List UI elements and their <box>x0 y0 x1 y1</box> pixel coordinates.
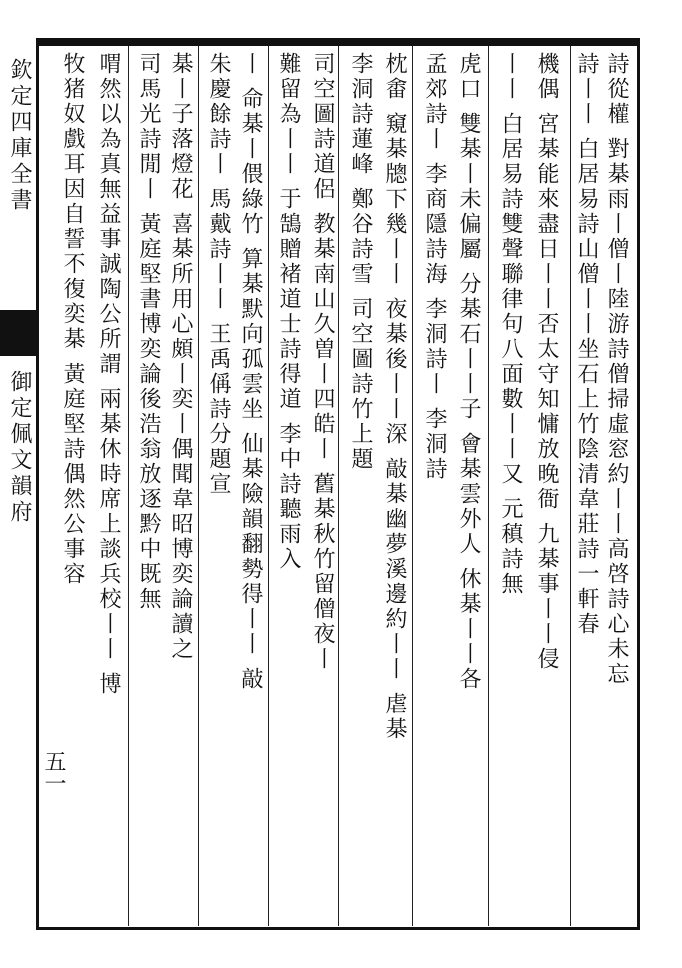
book-series-label: 欽定四庫全書 <box>7 58 32 214</box>
book-title: 御定佩文韻府 <box>7 370 32 526</box>
text-column: 司馬光詩閒丨 黃庭堅書博奕論後浩翁放逐黔中既無 <box>136 52 161 612</box>
text-column: 詩丨丨 白居易詩山僧丨丨坐石上竹陰清韋莊詩一軒春 <box>574 52 599 637</box>
text-column: 棊丨子落燈花 喜棊所用心頗丨奕丨偶聞韋昭博奕論讀之 <box>168 52 193 662</box>
page-number: 五一 <box>41 750 66 794</box>
text-column: 枕畬 窺棊牕下幾丨丨 夜棊後丨丨深 敲棊幽夢溪邊約丨丨 虐棊 <box>382 52 407 742</box>
text-column: 牧猪奴戲耳因自誓不復奕棊 黃庭堅詩偶然公事容 <box>60 52 85 587</box>
text-column: 丨 命棊丨偎綠竹 算棊默向孤雲坐 仙棊險韻翻勢得丨丨 敲 <box>238 52 263 692</box>
text-column: 喟然以為真無益事誠陶公所謂 兩棊休時席上談兵校丨丨 博 <box>96 52 121 697</box>
column-rule <box>198 46 199 926</box>
fishtail-mark <box>0 310 36 356</box>
column-rule <box>488 46 489 926</box>
page-margin <box>0 40 36 930</box>
text-column: 李洞詩蓮峰 鄭谷詩雪 司空圖詩竹上題 <box>348 52 373 472</box>
column-rule <box>412 46 413 926</box>
column-rule <box>268 46 269 926</box>
text-column: 丨丨 白居易詩雙聲聯律句八面數丨丨又 元稹詩無 <box>498 52 523 597</box>
column-rule <box>128 46 129 926</box>
text-column: 朱慶餘詩丨 馬戴詩丨丨 王禹偁詩分題宣 <box>206 52 231 497</box>
text-column: 難留為丨丨 于鵠贈褚道士詩得道 李中詩聽雨入 <box>276 52 301 572</box>
text-column: 詩從權 對棊雨丨僧丨陸游詩僧掃虛窓約丨丨高啓詩心未忘 <box>604 52 629 687</box>
text-column: 孟郊詩丨 李商隱詩海 李洞詩丨 李洞詩 <box>422 52 447 482</box>
text-column: 虎口 雙棊丨未偏屬 分棊石丨丨子 會棊雲外人 休棊丨丨各 <box>456 52 481 692</box>
text-column: 司空圖詩道侶 教棊南山久曽丨四皓丨 舊棊秋竹留僧夜丨 <box>310 52 335 672</box>
text-column: 機偶 宮棊能來盡日丨丨否太守知慵放晚衙 九棊事丨丨侵 <box>534 52 559 672</box>
